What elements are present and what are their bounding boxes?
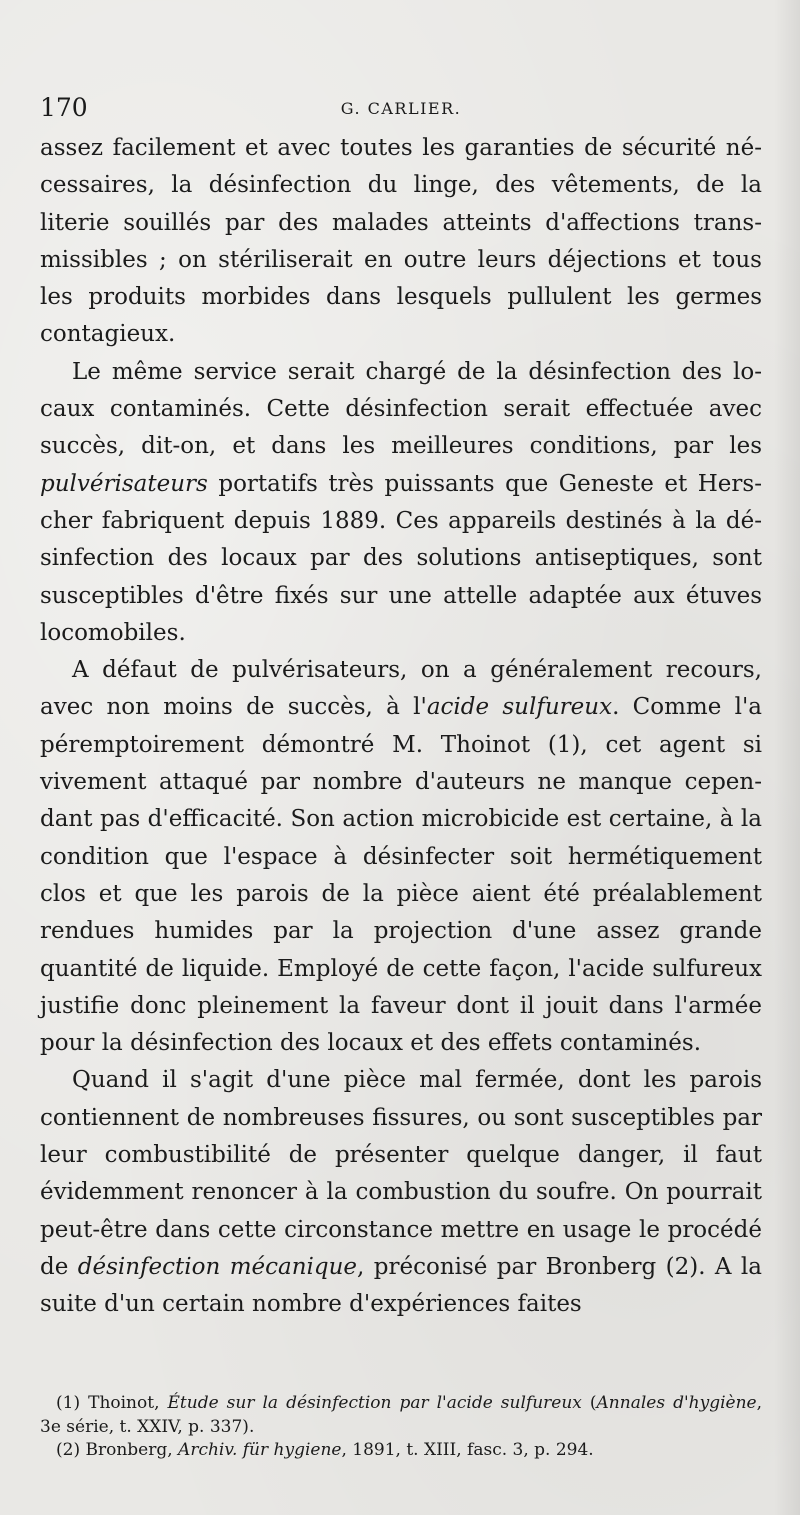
footnote-2 [40, 1439, 762, 1463]
footnote-1-text-b: ( [581, 1393, 597, 1413]
footnote-2-text-b: , 1891, t. XIII, fasc. 3, p. 294. [341, 1440, 594, 1460]
paragraph-4-text-b: , préconisé par Bronberg (2). A la suite d'un certain nombre d'expériences faites [40, 1253, 762, 1318]
running-title: G. CARLIER. [340, 99, 462, 118]
paragraph-2-text-a: Le même service serait chargé de la désinfection des locaux contaminés. Cette désinfection serait effectuée avec succès, dit-on, et dans les meilleures conditions, par les [40, 358, 762, 460]
footnote-2-italic-journal: Archiv. für hygiene [178, 1440, 342, 1460]
page-number: 170 [40, 93, 88, 122]
paragraph-3 [40, 652, 762, 1062]
paragraph-3-text-a: A défaut de pulvérisateurs, on a généralement recours, avec non moins de succès, à l' [40, 657, 762, 721]
paragraph-2-text-b: portatifs très puissants que Geneste et Herscher fabriquent depuis 1889. Ces appareils destinés à la désinfection des locaux par des solutions antiseptiques, sont susceptibles d'être fixés sur une attelle adaptée aux étuves locomobiles. [40, 470, 762, 646]
footnote-1-italic-journal: Annales d'hygiène [596, 1393, 757, 1413]
running-head [40, 92, 762, 124]
paragraph-1-text: assez facilement et avec toutes les garanties de sécurité nécessaires, la désinfection du linge, des vêtements, de la literie souillés par des malades atteints d'affections transmissibles ; on stériliserait en outre leurs déjections et tous les produits morbides dans lesquels pullulent les germes contagieux. [40, 135, 762, 348]
footnote-1-italic-title: Étude sur la désinfection par l'acide sulfureux [167, 1393, 582, 1413]
paragraph-2 [40, 354, 762, 652]
footnote-1-text-c: , 3e série, t. XXIV, p. 337). [40, 1393, 762, 1437]
paragraph-4-text-a: Quand il s'agit d'une pièce mal fermée, dont les parois contiennent de nombreuses fissures, ou sont susceptibles par leur combustibilité de présenter quelque danger, il faut évidemment renoncer à la combustion du soufre. On pourrait peut-être dans cette circonstance mettre en usage le procédé de [40, 1067, 762, 1280]
footnote-1-text-a: (1) Thoinot, [56, 1393, 168, 1413]
paragraph-4 [40, 1062, 762, 1323]
paragraph-4-italic: désinfection mécanique [77, 1253, 358, 1280]
footnotes [40, 1392, 762, 1463]
paragraph-3-text-b: . Comme l'a péremptoirement démontré M. Thoinot (1), cet agent si vivement attaqué par nombre d'auteurs ne manque cependant pas d'efficacité. Son action microbicide est certaine, à la condition que l'espace à désinfecter soit hermétiquement clos et que les parois de la pièce aient été préalablement rendues humides par la projection d'une assez grande quantité de liquide. Employé de cette façon, l'acide sulfureux justifie donc pleinement la faveur dont il jouit dans l'armée pour la désinfection des locaux et des effets contaminés. [40, 694, 763, 1057]
paragraph-2-italic: pulvérisateurs [40, 470, 208, 497]
footnote-1 [40, 1392, 762, 1439]
body-text [40, 130, 762, 1324]
paragraph-3-italic: acide sulfureux [426, 694, 613, 721]
footnote-2-text-a: (2) Bronberg, [56, 1440, 179, 1460]
paragraph-1 [40, 130, 762, 354]
